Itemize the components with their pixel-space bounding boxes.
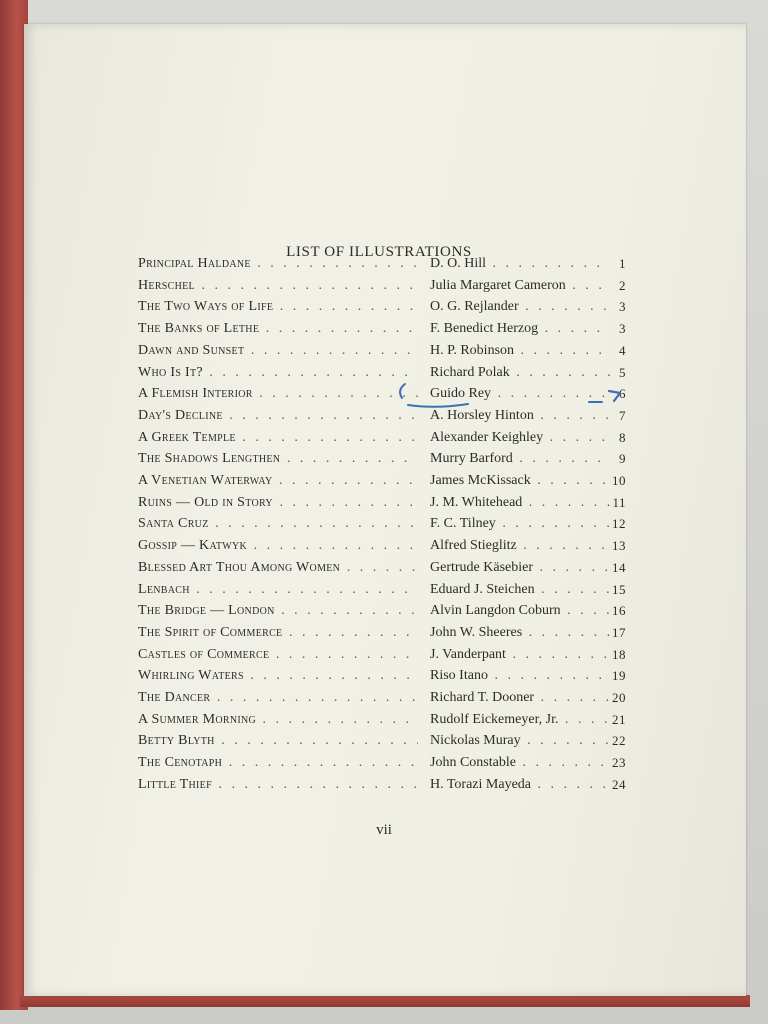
illustration-page: 15: [612, 581, 626, 597]
illustration-page: 12: [612, 516, 626, 532]
illustration-title: Little Thief . . .: [138, 774, 418, 795]
illustration-page: 23: [612, 755, 626, 771]
illustration-page: 24: [612, 776, 626, 792]
illustration-page: 4: [619, 342, 626, 358]
illustration-artist: Alfred Stieglitz . . .: [430, 535, 610, 556]
illustration-title: The Shadows Lengthen . . .: [138, 448, 418, 469]
pen-underline-mark: [408, 404, 468, 407]
illustration-artist: Richard Polak . . .: [430, 362, 610, 383]
pen-bracket-mark: [400, 384, 405, 398]
illustration-page: 11: [612, 494, 626, 510]
book-page: [24, 24, 746, 996]
illustration-artist: John Constable . . .: [430, 752, 610, 773]
book-cover-bottom-edge: [20, 995, 750, 1007]
page-number: vii: [376, 822, 392, 838]
illustration-artist: H. P. Robinson . . .: [430, 340, 610, 361]
illustration-page: 7: [619, 407, 626, 423]
illustration-artist: Richard T. Dooner . . .: [430, 687, 610, 708]
illustration-page: 8: [619, 429, 626, 445]
illustration-page: 13: [612, 538, 626, 554]
illustration-artist: Julia Margaret Cameron . . .: [430, 275, 610, 296]
illustration-title: Day's Decline . . .: [138, 405, 418, 426]
illustration-artist: Murry Barford . . .: [430, 448, 610, 469]
illustration-title: Dawn and Sunset . . .: [138, 340, 418, 361]
illustration-title: Ruins — Old in Story . . .: [138, 492, 418, 513]
illustration-artist: J. M. Whitehead . . .: [430, 492, 610, 513]
illustration-artist: D. O. Hill . . .: [430, 253, 610, 274]
illustration-title: A Venetian Waterway . . .: [138, 470, 418, 491]
illustration-page: 10: [612, 473, 626, 488]
illustration-artist: Eduard J. Steichen . . .: [430, 579, 610, 600]
illustration-artist: John W. Sheeres . . .: [430, 622, 610, 643]
illustration-title: Principal Haldane . . .: [138, 253, 418, 274]
page-heading: LIST OF ILLUSTRATIONS: [286, 244, 472, 260]
illustration-artist: J. Vanderpant . . .: [430, 644, 610, 665]
illustration-title: The Two Ways of Life . . .: [138, 296, 418, 317]
illustration-title: A Summer Morning . . .: [138, 709, 418, 730]
illustration-page: 21: [612, 711, 626, 727]
illustration-title: The Bridge — London . . .: [138, 600, 418, 621]
illustration-artist: Gertrude Käsebier . . .: [430, 557, 610, 578]
illustration-title: Gossip — Katwyk . . .: [138, 535, 418, 556]
illustration-title: The Cenotaph . . .: [138, 752, 418, 773]
illustration-title: The Dancer . . .: [138, 687, 418, 708]
illustration-title: Whirling Waters . . .: [138, 665, 418, 686]
illustration-title: The Banks of Lethe . . .: [138, 318, 418, 339]
illustration-artist: Alvin Langdon Coburn . . .: [430, 600, 610, 621]
illustration-artist: Alexander Keighley . . .: [430, 427, 610, 448]
illustration-artist: F. Benedict Herzog . . .: [430, 318, 610, 339]
pen-annotation: [24, 24, 746, 996]
illustration-title: A Flemish Interior . . .: [138, 383, 418, 404]
illustration-page: 16: [612, 603, 626, 619]
illustration-title: Betty Blyth . . .: [138, 730, 418, 751]
illustration-page: 18: [612, 646, 626, 662]
illustration-artist: H. Torazi Mayeda . . .: [430, 774, 610, 795]
illustration-artist: Guido Rey . . .: [430, 383, 610, 404]
illustration-page: 6: [619, 386, 626, 402]
illustration-title: The Spirit of Commerce . . .: [138, 622, 418, 643]
illustration-title: Herschel . . .: [138, 275, 418, 296]
illustration-artist: F. C. Tilney . . .: [430, 513, 610, 534]
illustration-page: 5: [619, 364, 626, 380]
illustration-title: Santa Cruz . . .: [138, 513, 418, 534]
illustration-page: 9: [619, 451, 626, 467]
illustration-page: 3: [619, 299, 626, 315]
illustration-title: Who Is It? . . .: [138, 362, 418, 383]
illustration-page: 19: [612, 668, 626, 684]
illustration-page: 2: [619, 277, 626, 293]
illustration-artist: Riso Itano . . .: [430, 665, 610, 686]
illustration-title: Blessed Art Thou Among Women . . .: [138, 557, 418, 578]
illustration-artist: A. Horsley Hinton . . .: [430, 405, 610, 426]
illustration-artist: James McKissack . . .: [430, 470, 610, 491]
illustration-page: 22: [612, 733, 626, 749]
illustration-page: 1: [619, 256, 626, 271]
illustration-page: 17: [612, 624, 626, 640]
illustration-title: Castles of Commerce . . .: [138, 644, 418, 665]
illustration-title: Lenbach . . .: [138, 579, 418, 600]
illustration-title: A Greek Temple . . .: [138, 427, 418, 448]
pen-arrow-mark: [609, 391, 620, 401]
illustration-page: 14: [612, 559, 626, 575]
illustration-artist: Rudolf Eickemeyer, Jr. . . .: [430, 709, 610, 730]
illustration-artist: O. G. Rejlander . . .: [430, 296, 610, 317]
illustration-page: 3: [619, 321, 626, 337]
illustration-page: 20: [612, 690, 626, 705]
illustration-artist: Nickolas Muray . . .: [430, 730, 610, 751]
